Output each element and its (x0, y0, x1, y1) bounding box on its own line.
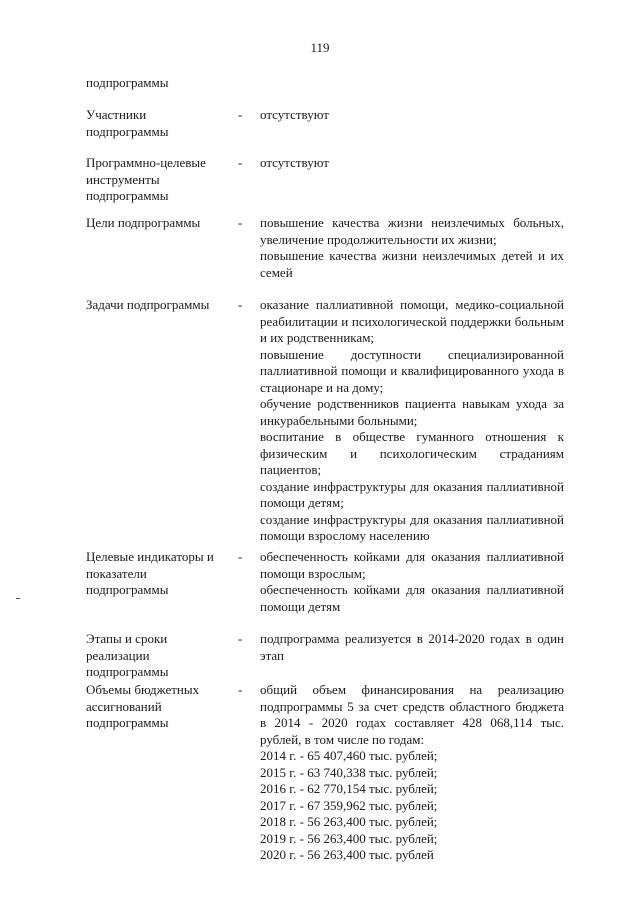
row-label: Задачи подпрограммы (86, 297, 210, 312)
row-dash: - (238, 549, 243, 564)
content-paragraph: оказание паллиативной помощи, медико-социальной реабилитации и психологической поддержки больным и их родственникам; (260, 297, 564, 345)
content-paragraph: обеспеченность койками для оказания паллиативной помощи детям (260, 582, 564, 614)
content-paragraph: подпрограмма реализуется в 2014-2020 годах в один этап (260, 631, 564, 663)
content-paragraph: отсутствуют (260, 155, 329, 170)
row-label: Программно-целевые инструменты подпрограммы (86, 155, 206, 203)
row-label: Целевые индикаторы и показатели подпрограммы (86, 549, 214, 597)
content-paragraph: повышение доступности специализированной паллиативной помощи и квалифицированного ухода в стационаре и на дому; (260, 346, 564, 395)
content-paragraph: отсутствуют (260, 107, 329, 122)
budget-year-line: 2018 г. - 56 263,400 тыс. рублей; (260, 814, 438, 829)
row-content (260, 155, 564, 172)
row-content (260, 107, 564, 124)
budget-year-line: 2016 г. - 62 770,154 тыс. рублей; (260, 781, 438, 796)
row-label: Участники подпрограммы (86, 107, 169, 139)
continued-label: подпрограммы (86, 75, 169, 90)
content-paragraph: создание инфраструктуры для оказания паллиативной помощи детям; (260, 478, 564, 510)
row-dash: - (238, 155, 243, 170)
page-number: 119 (310, 40, 330, 55)
content-paragraph: воспитание в обществе гуманного отношения к физическим и психологическим страданиям пациентов; (260, 429, 564, 477)
row-content (260, 215, 564, 281)
content-paragraph: обеспеченность койками для оказания паллиативной помощи взрослым; (260, 549, 564, 581)
content-paragraph: создание инфраструктуры для оказания паллиативной помощи взрослому населению (260, 511, 564, 543)
budget-year-line: 2017 г. - 67 359,962 тыс. рублей; (260, 797, 438, 813)
row-content (260, 682, 564, 864)
row-content (260, 549, 564, 615)
row-dash: - (238, 631, 243, 646)
row-content (260, 297, 564, 545)
row-content (260, 631, 564, 664)
scan-margin-mark (16, 598, 20, 599)
row-label: Объемы бюджетных ассигнований подпрограммы (86, 682, 200, 730)
budget-year-line: 2019 г. - 56 263,400 тыс. рублей; (260, 830, 438, 846)
row-dash: - (238, 215, 243, 230)
row-label: Цели подпрограммы (86, 215, 201, 230)
row-label: Этапы и сроки реализации подпрограммы (86, 631, 169, 679)
row-dash: - (238, 682, 243, 697)
budget-year-line: 2015 г. - 63 740,338 тыс. рублей; (260, 764, 438, 780)
row-dash: - (238, 107, 243, 122)
content-paragraph: обучение родственников пациента навыкам ухода за инкурабельными больными; (260, 396, 564, 428)
content-paragraph: общий объем финансирования на реализацию подпрограммы 5 за счет средств областного бюджета в 2014 - 2020 годах составляет 428 068,114 тыс. рублей, в том числе по годам: (260, 682, 564, 747)
content-paragraph: повышение качества жизни неизлечимых детей и их семей (260, 248, 564, 280)
budget-year-line: 2020 г. - 56 263,400 тыс. рублей (260, 847, 434, 862)
row-dash: - (238, 297, 243, 312)
budget-year-line: 2014 г. - 65 407,460 тыс. рублей; (260, 748, 438, 763)
content-paragraph: повышение качества жизни неизлечимых больных, увеличение продолжительности их жизни; (260, 215, 564, 247)
